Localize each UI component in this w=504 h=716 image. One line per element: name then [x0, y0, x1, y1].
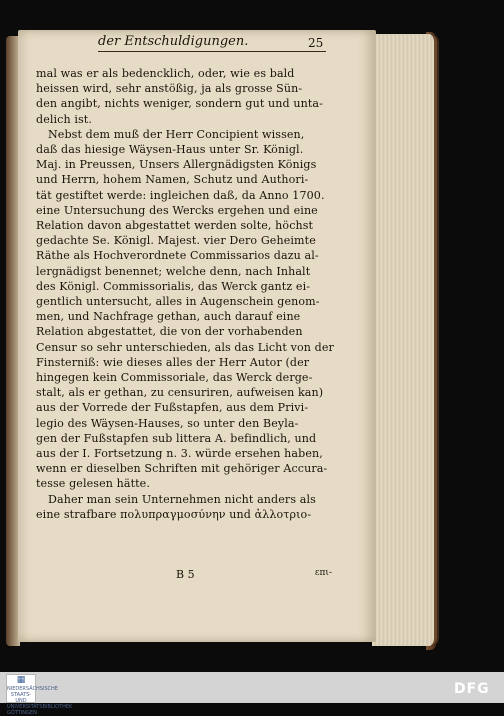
text-line: stalt, als er gethan, zu censuriren, aufweisen kan): [36, 386, 324, 400]
dfg-logo[interactable]: DFG: [454, 681, 490, 697]
library-logo-icon: ▦: [16, 675, 26, 685]
text-line: wenn er dieselben Schriften mit gehöriger Accura-: [36, 462, 328, 476]
text-line: eine strafbare πολυπραγμοσύνην und ἀλλοτριο-: [36, 507, 312, 521]
text-line: den angibt, nichts weniger, sondern gut und unta-: [36, 97, 323, 111]
text-line: Finsterniß: wie dieses alles der Herr Autor (der: [36, 355, 310, 369]
text-line: tät gestiftet werde: ingleichen daß, da Anno 1700.: [36, 188, 325, 202]
text-line: gentlich untersucht, alles in Augenschein genom-: [36, 295, 320, 309]
text-line: aus der I. Fortsetzung n. 3. würde ersehen haben,: [36, 447, 323, 461]
library-logo[interactable]: [6, 674, 73, 716]
text-line: Censur so sehr unterschieden, als das Licht von der: [36, 340, 334, 354]
text-line: des Königl. Commissorialis, das Werck gantz ei-: [36, 279, 311, 293]
text-line: hingegen kein Commissoriale, das Werck derge-: [36, 371, 313, 385]
catchword: επι-: [314, 568, 332, 578]
page-fore-edge: [372, 34, 437, 646]
running-header: [98, 34, 326, 52]
text-line: Räthe als Hochverordnete Commissarios dazu al-: [36, 249, 319, 263]
text-line: Relation abgestattet, die von der vorhabenden: [36, 325, 303, 339]
text-line: delich ist.: [36, 112, 92, 126]
text-line: daß das hiesige Wäysen-Haus unter Sr. Königl.: [36, 143, 304, 157]
page-number: 25: [308, 36, 324, 50]
text-line: men, und Nachfrage gethan, auch darauf eine: [36, 310, 301, 324]
text-line: legio des Wäysen-Hauses, so unter den Beyla-: [36, 416, 299, 430]
text-line: Daher man sein Unternehmen nicht anders als: [48, 492, 316, 506]
text-line: aus der Vorrede der Fußstapfen, aus dem Privi-: [36, 401, 309, 415]
text-line: mal was er als bedencklich, oder, wie es bald: [36, 67, 295, 80]
text-line: und Herrn, hohem Namen, Schutz und Authori-: [36, 173, 309, 187]
text-line: heissen wird, sehr anstößig, ja als grosse Sün-: [36, 82, 303, 96]
page-footer: [36, 568, 334, 584]
text-line: tesse gelesen hätte.: [36, 477, 150, 491]
library-logo-text: NIEDERSÄCHSISCHE STAATS- UND UNIVERSITÄTSBIBLIOTHEK GÖTTINGEN: [7, 686, 73, 716]
signature-mark: B 5: [176, 568, 195, 581]
text-line: Maj. in Preussen, Unsers Allergnädigsten Königs: [36, 158, 317, 172]
text-line: Relation davon abgestattet werden solte, höchst: [36, 219, 314, 233]
text-line: eine Untersuchung des Wercks ergehen und eine: [36, 203, 318, 217]
viewer-bottom-bar: [0, 672, 504, 703]
text-line: lergnädigst benennet; welche denn, nach Inhalt: [36, 264, 311, 278]
text-line: Nebst dem muß der Herr Concipient wissen,: [48, 127, 305, 141]
running-title: der Entschuldigungen.: [98, 34, 249, 49]
text-line: gedachte Se. Königl. Majest. vier Dero Geheimte: [36, 234, 316, 248]
text-line: gen der Fußstapfen sub littera A. befindlich, und: [36, 431, 317, 445]
body-text: [36, 66, 334, 522]
